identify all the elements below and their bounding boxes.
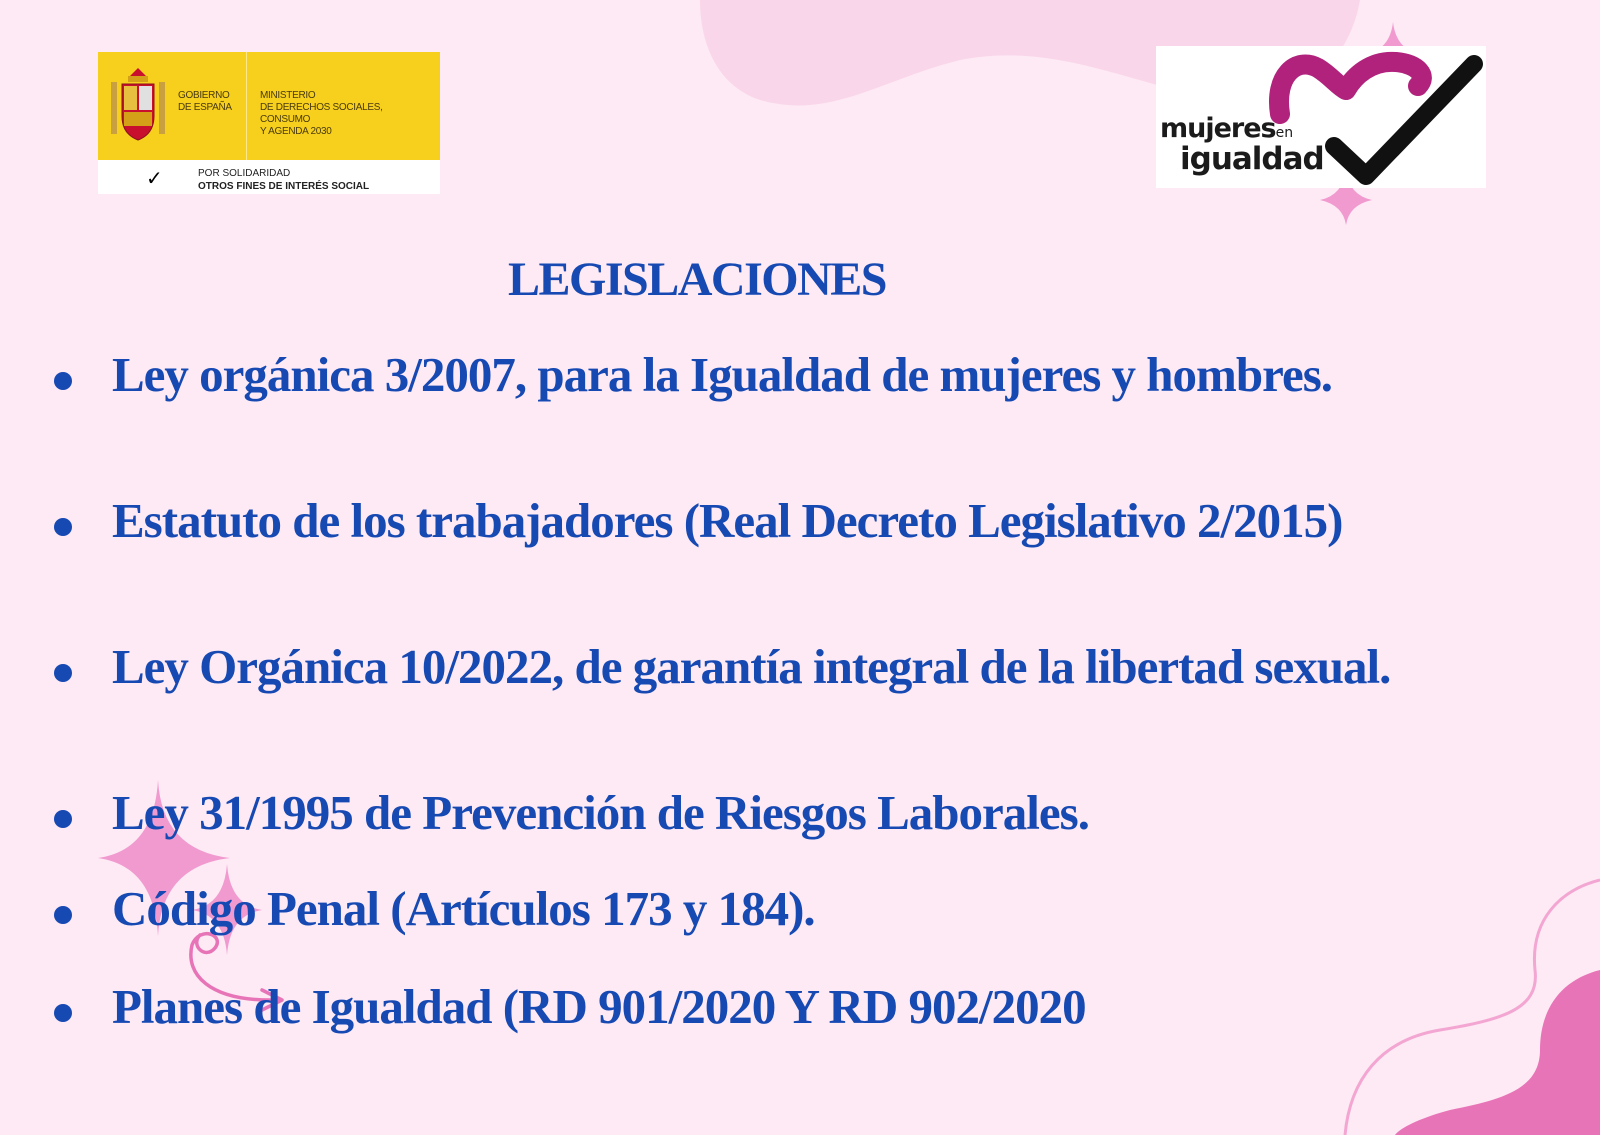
gov-ministry-text: MINISTERIO DE DERECHOS SOCIALES, CONSUMO Y AGENDA 2030 [260,90,383,137]
gov-country-text: GOBIERNO DE ESPAÑA [178,90,232,113]
gov-divider [246,52,247,160]
list-item-text: Estatuto de los trabajadores (Real Decreto Legislativo 2/2015) [112,493,1343,548]
list-item-text: Código Penal (Artículos 173 y 184). [112,881,815,936]
check-icon: ✓ [146,166,163,190]
coat-of-arms-icon [108,64,168,148]
list-item-text: Ley Orgánica 10/2022, de garantía integral de la libertad sexual. [112,639,1391,694]
bullet-icon [54,372,72,390]
bullet-icon [54,906,72,924]
logo-word-igualdad: igualdad [1180,141,1324,177]
list-item-text: Ley orgánica 3/2007, para la Igualdad de mujeres y hombres. [112,347,1333,402]
government-logo [98,52,440,194]
bullet-icon [54,664,72,682]
page-title: LEGISLACIONES [508,253,886,306]
bullet-icon [54,518,72,536]
list-item-text: Ley 31/1995 de Prevención de Riesgos Laborales. [112,785,1089,840]
bullet-icon [54,810,72,828]
mujeres-en-igualdad-logo [1156,46,1486,188]
logo-word-mujeres: mujeresen [1160,113,1294,144]
list-item-text: Planes de Igualdad (RD 901/2020 Y RD 902/2020 [112,979,1086,1034]
bullet-icon [54,1004,72,1022]
gov-solidarity-text: POR SOLIDARIDAD OTROS FINES DE INTERÉS SOCIAL [198,168,370,192]
